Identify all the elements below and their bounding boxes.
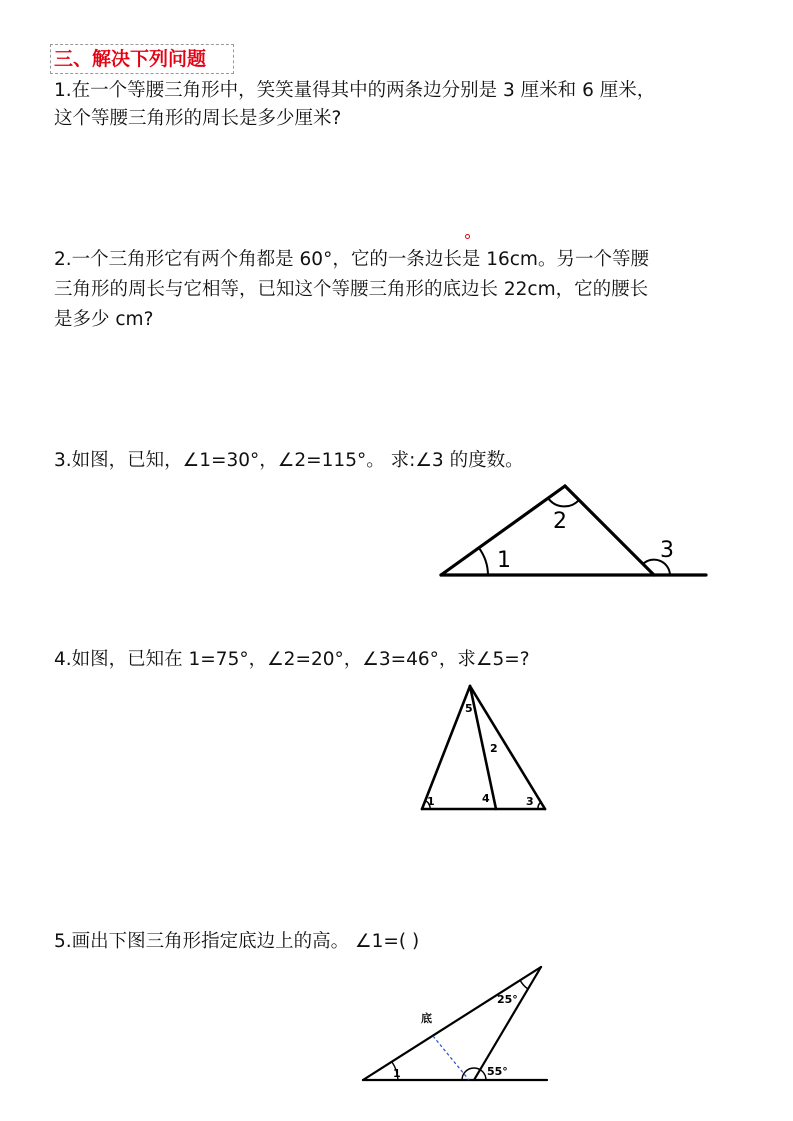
q4-label-1: 1	[427, 795, 435, 808]
section-title: 三、解决下列问题	[54, 48, 207, 70]
q5-long-side	[363, 967, 541, 1080]
question-5-figure	[355, 960, 555, 1090]
question-2-line-1: 2.一个三角形它有两个角都是 60°，它的一条边长是 16cm。另一个等腰	[54, 249, 649, 270]
q5-angle25-arc	[520, 980, 528, 989]
q4-label-3: 3	[526, 795, 534, 808]
q5-angle1-label: 1	[393, 1067, 401, 1080]
q5-short-side	[474, 967, 541, 1080]
question-5-text: 5.画出下图三角形指定底边上的高。 ∠1=( )	[54, 931, 420, 952]
q4-label-4: 4	[482, 792, 490, 805]
q4-left-side	[422, 686, 470, 809]
q3-angle1-arc	[479, 548, 488, 575]
q5-angle-top-label: 25°	[497, 993, 518, 1006]
question-2-line-2: 三角形的周长与它相等，已知这个等腰三角形的底边长 22cm，它的腰长	[54, 279, 649, 300]
question-1-line-2: 这个等腰三角形的周长是多少厘米?	[54, 108, 342, 129]
q4-label-5: 5	[465, 702, 473, 715]
question-2-line-3: 是多少 cm?	[54, 309, 154, 330]
q3-label-1: 1	[497, 548, 511, 573]
q5-base-label: 底	[421, 1012, 432, 1025]
question-4-text: 4.如图，已知在 1=75°，∠2=20°，∠3=46°，求∠5=?	[54, 649, 530, 670]
question-3-figure	[430, 478, 720, 588]
question-4-figure	[415, 680, 555, 815]
q3-label-2: 2	[553, 509, 567, 534]
q4-right-side	[470, 686, 545, 809]
red-dot-mark	[465, 234, 470, 239]
q4-label-2: 2	[490, 742, 498, 755]
q3-angle2-arc	[548, 498, 579, 506]
q5-angle-bottom-label: 55°	[487, 1065, 508, 1078]
q3-label-3: 3	[660, 538, 674, 563]
question-3-text: 3.如图，已知，∠1=30°，∠2=115°。 求:∠3 的度数。	[54, 450, 524, 471]
question-1-line-1: 1.在一个等腰三角形中，笑笑量得其中的两条边分别是 3 厘米和 6 厘米，	[54, 80, 656, 101]
